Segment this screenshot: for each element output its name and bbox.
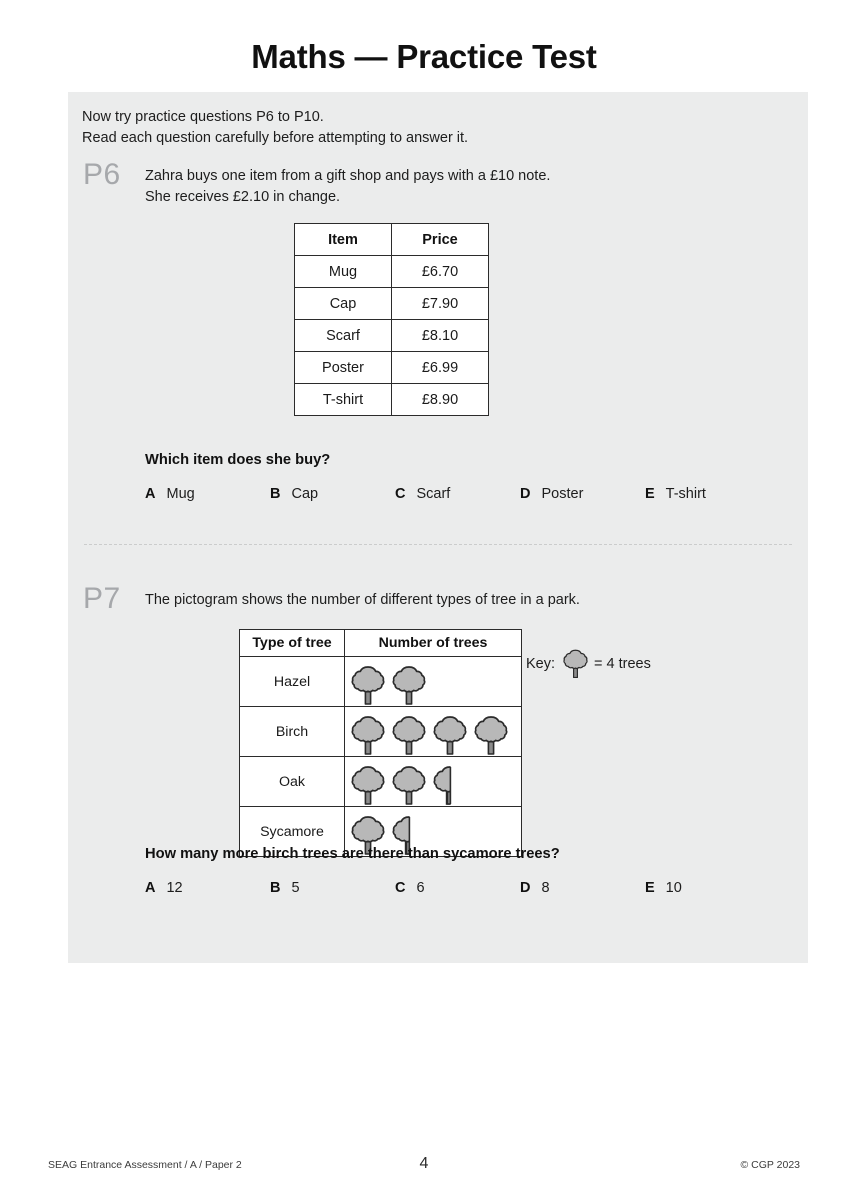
table-row [295,256,489,288]
tree-icon [351,764,385,806]
key-value: = 4 trees [594,655,651,672]
tree-symbol-row [351,759,521,806]
option-b[interactable] [270,880,395,896]
cell-item: Scarf [295,320,392,352]
instructions-line-1: Now try practice questions P6 to P10. [82,109,324,125]
question-number-p6: P6 [83,158,121,191]
cell-price: £6.99 [392,352,489,384]
option-a-text: 12 [166,880,183,896]
option-e[interactable] [645,486,770,502]
option-c[interactable] [395,486,520,502]
option-d-label: D [520,880,531,896]
option-e-text: T-shirt [665,486,706,502]
option-d[interactable] [520,880,645,896]
cell-item: Mug [295,256,392,288]
footer-page-number: 4 [419,1155,429,1172]
question-prompt-p6: Which item does she buy? [145,452,331,468]
cell-tree-type: Sycamore [240,807,345,857]
footer-copyright: © CGP 2023 [740,1159,800,1171]
option-d-label: D [520,486,531,502]
answer-options-p6 [145,486,770,502]
tree-icon [392,764,426,806]
tree-symbol-row [351,659,521,706]
half-tree-icon [433,764,467,806]
cell-item: Cap [295,288,392,320]
option-a-label: A [145,880,156,896]
option-c-label: C [395,486,406,502]
table-row [240,657,522,707]
option-b[interactable] [270,486,395,502]
option-b-label: B [270,880,281,896]
tree-symbol-row [351,709,521,756]
table-row [295,384,489,416]
column-header-item: Item [295,224,392,256]
answer-options-p7 [145,880,770,896]
tree-icon [392,714,426,756]
question-number-p7: P7 [83,582,121,615]
footer-source: SEAG Entrance Assessment / A / Paper 2 [48,1159,242,1171]
option-a[interactable] [145,486,270,502]
column-header-number-of-trees: Number of trees [345,630,522,657]
question-stem-p7 [145,590,785,611]
cell-price: £7.90 [392,288,489,320]
table-row [240,757,522,807]
cell-price: £8.10 [392,320,489,352]
tree-icon [474,714,508,756]
tree-icon [563,648,588,679]
tree-icon [392,664,426,706]
cell-tree-type: Birch [240,707,345,757]
question-stem-p6 [145,166,785,208]
option-e-text: 10 [665,880,682,896]
cell-price: £8.90 [392,384,489,416]
cell-tree-type: Hazel [240,657,345,707]
question-divider [84,544,792,545]
option-d-text: Poster [541,486,584,502]
option-d-text: 8 [541,880,550,896]
question-prompt-p7: How many more birch trees are there than sycamore trees? [145,846,560,862]
cell-item: Poster [295,352,392,384]
tree-icon [351,664,385,706]
option-e[interactable] [645,880,770,896]
cell-tree-type: Oak [240,757,345,807]
key-label: Key: [526,655,556,672]
option-c[interactable] [395,880,520,896]
option-e-label: E [645,486,655,502]
option-a-label: A [145,486,156,502]
option-c-text: 6 [416,880,425,896]
option-c-label: C [395,880,406,896]
pictogram-table [239,629,522,857]
option-c-text: Scarf [416,486,451,502]
cell-price: £6.70 [392,256,489,288]
page-title: Maths — Practice Test [251,38,597,75]
cell-tree-symbols [345,657,522,707]
option-a[interactable] [145,880,270,896]
instructions-line-2: Read each question carefully before attempting to answer it. [82,130,469,146]
tree-icon [433,714,467,756]
instructions [82,107,468,149]
table-row [295,352,489,384]
question-stem-p6-line-2: She receives £2.10 in change. [145,189,341,205]
content-panel [68,92,808,963]
table-row [295,320,489,352]
option-b-label: B [270,486,281,502]
table-header-row [295,224,489,256]
question-stem-p7-line-1: The pictogram shows the number of different types of tree in a park. [145,592,580,608]
table-row [295,288,489,320]
pictogram-key [526,648,651,679]
cell-tree-symbols [345,707,522,757]
option-a-text: Mug [166,486,195,502]
option-d[interactable] [520,486,645,502]
page-footer [0,1155,848,1179]
pictogram-header-row [240,630,522,657]
column-header-type-of-tree: Type of tree [240,630,345,657]
tree-icon [351,714,385,756]
option-e-label: E [645,880,655,896]
cell-item: T-shirt [295,384,392,416]
table-row [240,707,522,757]
price-table [294,223,489,416]
cell-tree-symbols [345,757,522,807]
option-b-text: 5 [291,880,300,896]
question-stem-p6-line-1: Zahra buys one item from a gift shop and pays with a £10 note. [145,168,551,184]
option-b-text: Cap [291,486,319,502]
column-header-price: Price [392,224,489,256]
